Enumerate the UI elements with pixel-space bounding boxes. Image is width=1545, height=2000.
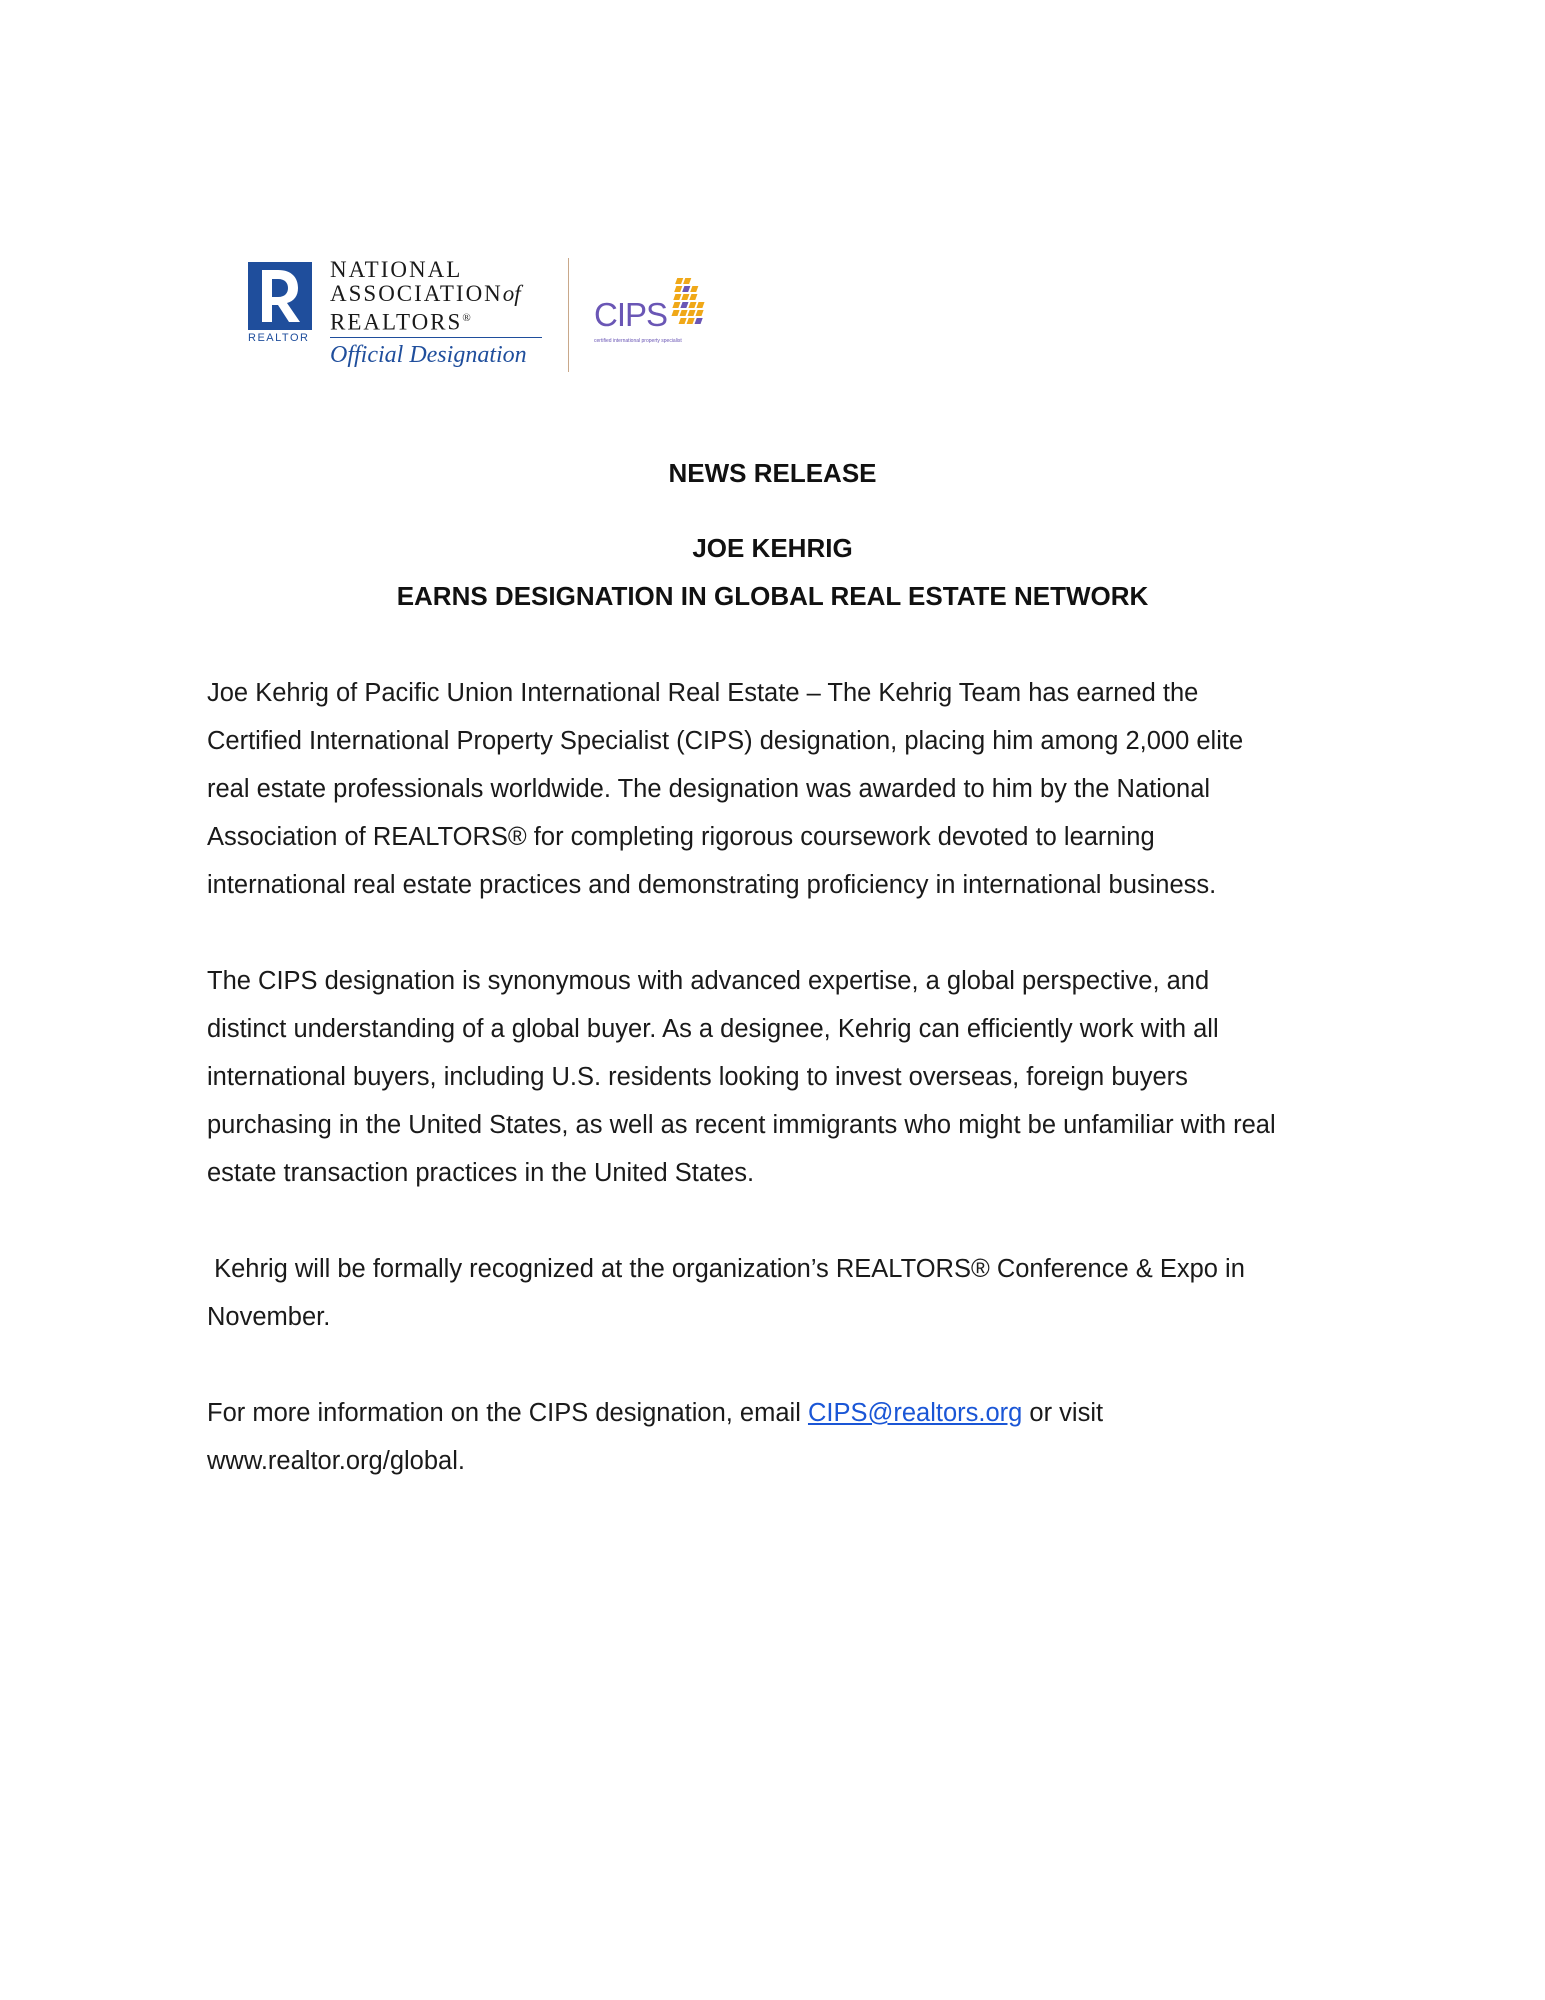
- cips-logo: [594, 276, 718, 348]
- paragraph-line: The CIPS designation is synonymous with advanced expertise, a global perspective, and: [207, 967, 1210, 995]
- paragraph-line: international buyers, including U.S. residents looking to invest overseas, foreign buyers: [207, 1063, 1188, 1091]
- nar-realtors-word: REALTORS: [330, 309, 463, 335]
- nar-association-word: ASSOCIATION: [330, 281, 503, 306]
- paragraph-line: Association of REALTORS® for completing rigorous coursework devoted to learning: [207, 823, 1155, 851]
- nar-of-word: of: [502, 281, 521, 306]
- paragraph-line: estate transaction practices in the United States.: [207, 1159, 755, 1187]
- contact-text-after: or visit: [1022, 1399, 1104, 1427]
- cips-wordmark: CIPS: [594, 296, 668, 333]
- news-release-heading: NEWS RELEASE: [668, 458, 877, 488]
- realtor-caption: REALTOR: [248, 332, 310, 344]
- nar-registered-mark: ®: [462, 312, 473, 324]
- paragraph-line: real estate professionals worldwide. The designation was awarded to him by the National: [207, 775, 1211, 803]
- paragraph-contact-info: [207, 1389, 1357, 1485]
- paragraph-announcement: [207, 669, 1357, 909]
- realtor-r-logo-icon: [248, 262, 312, 330]
- official-designation-text: Official Designation: [330, 342, 527, 368]
- release-title-heading: EARNS DESIGNATION IN GLOBAL REAL ESTATE NETWORK: [396, 581, 1149, 611]
- header-logos: [248, 258, 728, 374]
- cips-tagline: certified international property specialist: [594, 338, 682, 344]
- paragraph-line: distinct understanding of a global buyer. As a designee, Kehrig can efficiently work with all: [207, 1015, 1219, 1043]
- contact-line: [207, 1389, 1357, 1437]
- nar-line-association: [330, 282, 521, 306]
- paragraph-line: international real estate practices and demonstrating proficiency in international business.: [207, 871, 1217, 899]
- nar-line-national: NATIONAL: [330, 257, 463, 282]
- contact-text-before: For more information on the CIPS designation, email: [207, 1399, 808, 1427]
- nar-wordmark: [330, 258, 521, 335]
- paragraph-line: Certified International Property Specialist (CIPS) designation, placing him among 2,000 elite: [207, 727, 1244, 755]
- website-text: www.realtor.org/global.: [207, 1447, 465, 1475]
- paragraph-line: Kehrig will be formally recognized at the organization’s REALTORS® Conference & Expo in: [207, 1255, 1245, 1283]
- logo-divider: [568, 258, 569, 372]
- cips-email-link[interactable]: CIPS@realtors.org: [807, 1399, 1023, 1427]
- paragraph-designation-description: [207, 957, 1357, 1197]
- paragraph-recognition: [207, 1245, 1357, 1341]
- paragraph-line: Joe Kehrig of Pacific Union International Real Estate – The Kehrig Team has earned the: [207, 679, 1199, 707]
- paragraph-line: November.: [207, 1303, 331, 1331]
- nar-underline-rule: [330, 337, 542, 338]
- paragraph-line: purchasing in the United States, as well as recent immigrants who might be unfamiliar with real: [207, 1111, 1276, 1139]
- subject-name-heading: JOE KEHRIG: [692, 533, 853, 563]
- nar-line-realtors: [330, 306, 521, 335]
